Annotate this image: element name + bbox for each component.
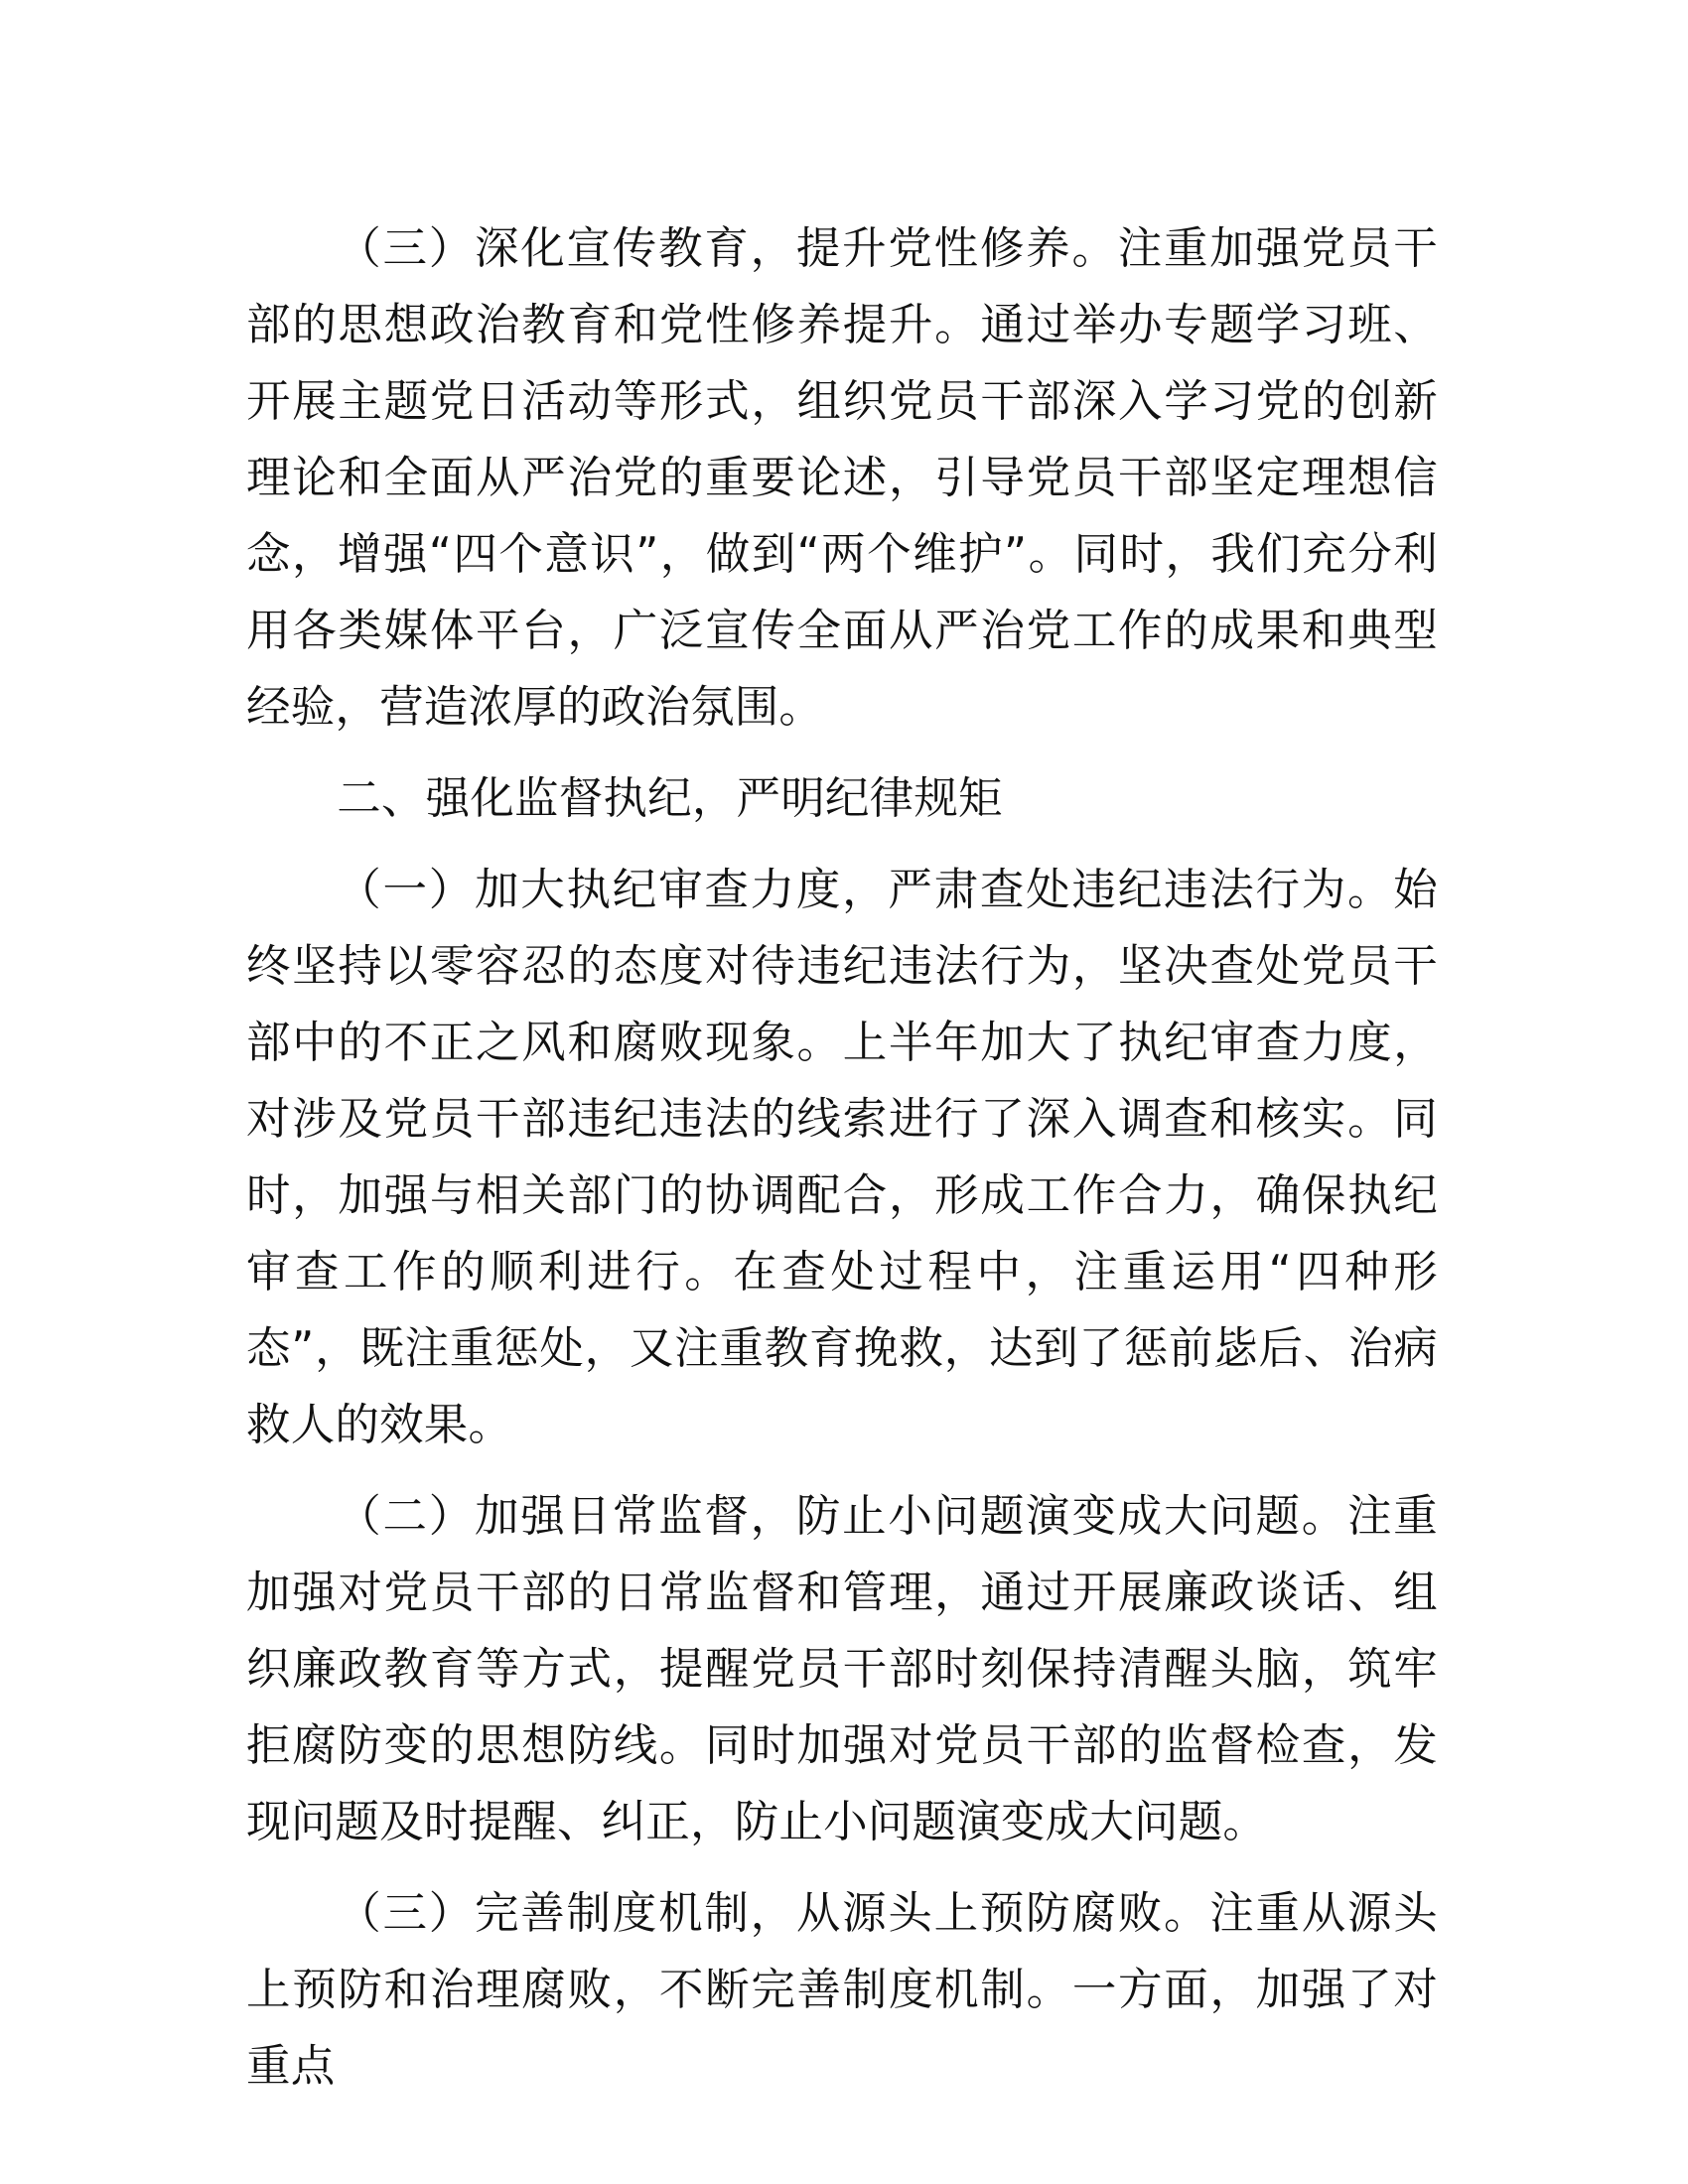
document-page [246, 210, 1438, 2119]
paragraph-daily-supervision: （二）加强日常监督，防止小问题演变成大问题。注重加强对党员干部的日常监督和管理，通过开展廉政谈话、组织廉政教育等方式，提醒党员干部时刻保持清醒头脑，筑牢拒腐防变的思想防线。同时加强对党员干部的监督检查，发现问题及时提醒、纠正，防止小问题演变成大问题。 [246, 1491, 1438, 1847]
paragraph-discipline-review: （一）加大执纪审查力度，严肃查处违纪违法行为。始终坚持以零容忍的态度对待违纪违法行为，坚决查处党员干部中的不正之风和腐败现象。上半年加大了执纪审查力度，对涉及党员干部违纪违法的线索进行了深入调查和核实。同时，加强与相关部门的协调配合，形成工作合力，确保执纪审查工作的顺利进行。在查处过程中，注重运用“四种形态”，既注重惩处，又注重教育挽救，达到了惩前毖后、治病救人的效果。 [246, 865, 1438, 1450]
paragraph-propaganda-education: （三）深化宣传教育，提升党性修养。注重加强党员干部的思想政治教育和党性修养提升。通过举办专题学习班、开展主题党日活动等形式，组织党员干部深入学习党的创新理论和全面从严治党的重要论述，引导党员干部坚定理想信念，增强“四个意识”，做到“两个维护”。同时，我们充分利用各类媒体平台，广泛宣传全面从严治党工作的成果和典型经验，营造浓厚的政治氛围。 [246, 223, 1438, 733]
section-heading-supervision: 二、强化监督执纪，严明纪律规矩 [337, 773, 1003, 824]
paragraph-institutional-mechanism: （三）完善制度机制，从源头上预防腐败。注重从源头上预防和治理腐败，不断完善制度机制。一方面，加强了对重点 [246, 1888, 1438, 2092]
